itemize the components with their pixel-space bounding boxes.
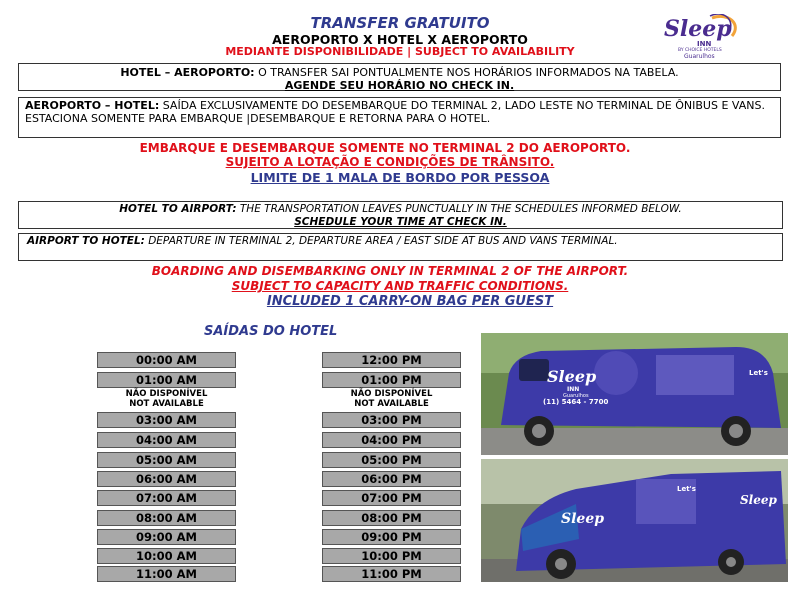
page-title: TRANSFER GRATUITO [310,14,490,32]
route-subtitle: AEROPORTO X HOTEL X AEROPORTO [272,32,528,47]
hotel-airport-text-en: THE TRANSPORTATION LEAVES PUNCTUALLY IN THE SCHEDULES INFORMED BELOW. [236,203,682,215]
schedule-heading: SAÍDAS DO HOTEL [204,324,338,339]
hotel-airport-label-en: HOTEL TO AIRPORT: [119,203,237,215]
airport-hotel-text-pt: SAÍDA EXCLUSIVAMENTE DO DESEMBARQUE DO TERMINAL 2, LADO LESTE NO TERMINAL DE ÔNIBUS E VANS. ESTACIONA SOMENTE PARA EMBARQUE |DESEMBARQUE E RETORNA PARA O HOTEL. [25,99,765,125]
departure-time-slot: 11:00 AM [97,566,236,582]
not-available-note [97,389,236,409]
logo-brand: Sleep [664,16,732,42]
van-brand-2: Sleep [561,511,605,527]
departure-time-slot: 08:00 PM [322,510,461,526]
departure-time-slot: 00:00 AM [97,352,236,368]
logo-inn: INN [697,40,712,48]
van-phone: (11) 5464 - 7700 [543,398,609,406]
departure-time-slot: 01:00 PM [322,372,461,388]
van-brand-1: Sleep [547,367,597,386]
departure-time-slot: 12:00 PM [322,352,461,368]
sleep-inn-logo [662,14,742,62]
van-brand-3: Sleep [740,493,777,507]
airport-hotel-info-en [18,233,783,261]
departure-time-slot: 04:00 PM [322,432,461,448]
van-inn-1: INN [567,386,580,393]
logo-company: BY CHOICE HOTELS [678,48,722,53]
departure-time-slot: 01:00 AM [97,372,236,388]
notice-capacity-pt: SUJEITO A LOTAÇÃO E CONDIÇÕES DE TRÂNSITO. [225,155,555,169]
departure-time-slot: 10:00 PM [322,548,461,564]
notice-capacity-en: SUBJECT TO CAPACITY AND TRAFFIC CONDITIONS. [231,279,569,293]
departure-time-slot: 05:00 PM [322,452,461,468]
van-tag-2: Let's [677,485,696,493]
departure-time-slot: 05:00 AM [97,452,236,468]
van-photo-front [481,459,788,582]
departure-time-slot: 11:00 PM [322,566,461,582]
departure-time-slot: 08:00 AM [97,510,236,526]
notice-terminal-en: BOARDING AND DISEMBARKING ONLY IN TERMINAL 2 OF THE AIRPORT. [151,264,629,278]
logo-city: Guarulhos [684,53,715,60]
hotel-airport-info-pt [18,63,781,91]
not-available-note [322,389,461,409]
airport-hotel-label-pt: AEROPORTO – HOTEL: [25,99,160,112]
departure-time-slot: 07:00 AM [97,490,236,506]
departure-time-slot: 10:00 AM [97,548,236,564]
hotel-airport-text-pt: O TRANSFER SAI PONTUALMENTE NOS HORÁRIOS INFORMADOS NA TABELA. [254,66,679,79]
not-available-en: NOT AVAILABLE [129,399,204,409]
notice-terminal-pt: EMBARQUE E DESEMBARQUE SOMENTE NO TERMINAL 2 DO AEROPORTO. [139,141,631,155]
departure-time-slot: 03:00 PM [322,412,461,428]
not-available-pt: NÃO DISPONÍVEL [350,389,433,399]
departure-time-slot: 06:00 PM [322,471,461,487]
hotel-airport-note-pt: AGENDE SEU HORÁRIO NO CHECK IN. [284,79,515,92]
notice-bag-pt: LIMITE DE 1 MALA DE BORDO POR PESSOA [250,170,550,185]
departure-time-slot: 06:00 AM [97,471,236,487]
departure-time-slot: 03:00 AM [97,412,236,428]
availability-note: MEDIANTE DISPONIBILIDADE | SUBJECT TO AVAILABILITY [225,45,575,58]
van-photo-side [481,333,788,455]
departure-time-slot: 04:00 AM [97,432,236,448]
not-available-en: NOT AVAILABLE [354,399,429,409]
hotel-airport-info-en [18,201,783,229]
airport-hotel-info-pt [18,97,781,138]
hotel-airport-note-en: SCHEDULE YOUR TIME AT CHECK IN. [294,216,507,228]
hotel-airport-label-pt: HOTEL – AEROPORTO: [120,66,255,79]
not-available-pt: NÃO DISPONÍVEL [125,389,208,399]
airport-hotel-label-en: AIRPORT TO HOTEL: [27,235,145,247]
departure-time-slot: 09:00 AM [97,529,236,545]
departure-time-slot: 07:00 PM [322,490,461,506]
notice-bag-en: INCLUDED 1 CARRY-ON BAG PER GUEST [266,294,554,309]
airport-hotel-text-en: DEPARTURE IN TERMINAL 2, DEPARTURE AREA / EAST SIDE AT BUS AND VANS TERMINAL. [144,235,618,247]
van-tag-1: Let's [749,369,768,377]
departure-time-slot: 09:00 PM [322,529,461,545]
van-city-1: Guarulhos [563,393,589,399]
